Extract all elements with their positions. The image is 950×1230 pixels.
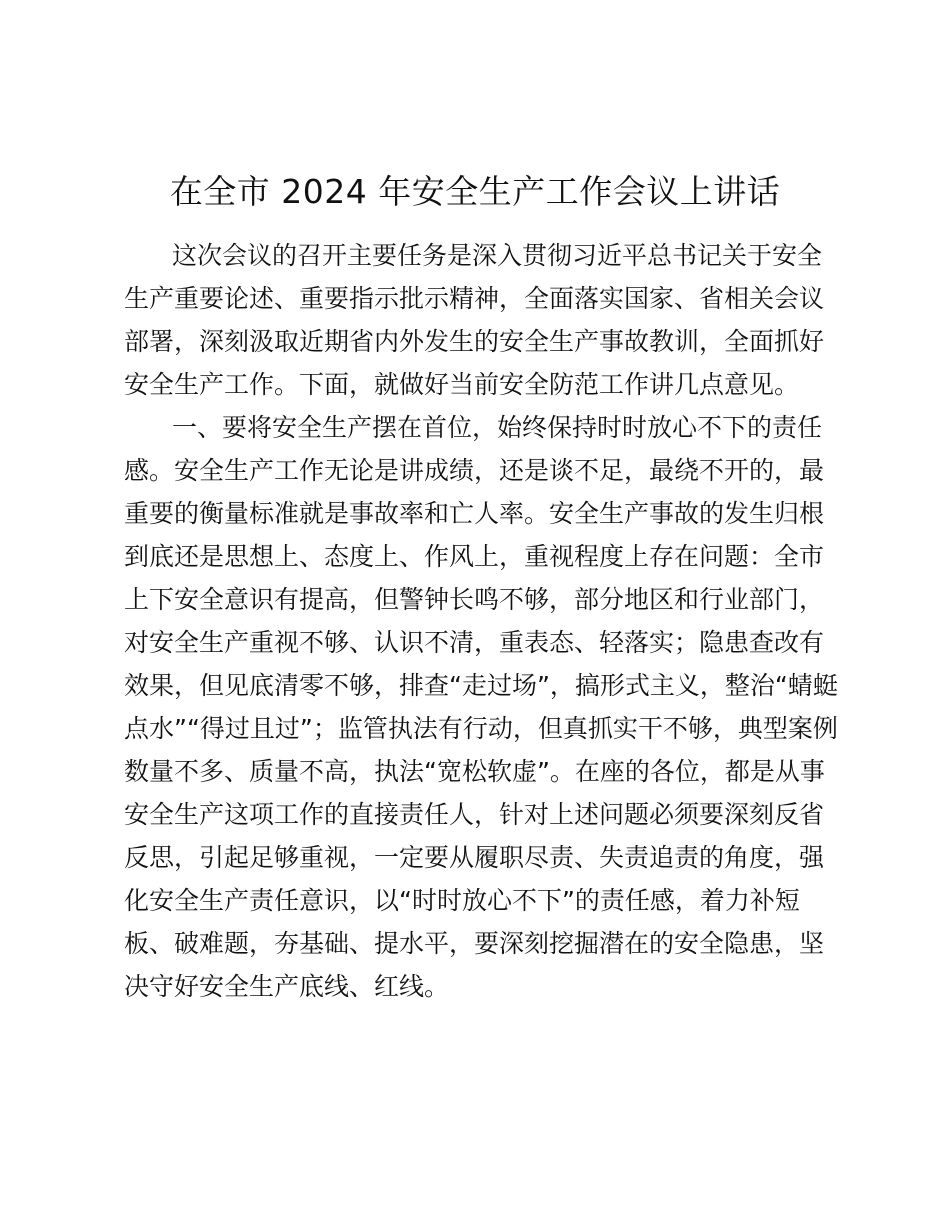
- paragraph-1-line-2: 生产重要论述、重要指示批示精神，全面落实国家、省相关会议: [124, 284, 825, 313]
- paragraph-1-line-3: 部署，深刻汲取近期省内外发生的安全生产事故教训，全面抓好: [124, 327, 825, 356]
- paragraph-2-line-7: 效果，但见底清零不够，排查“走过场”，搞形式主义，整治“蜻蜓: [124, 671, 838, 700]
- paragraph-2-line-4: 到底还是思想上、态度上、作风上，重视程度上存在问题：全市: [124, 542, 825, 571]
- paragraph-2-line-3: 重要的衡量标准就是事故率和亡人率。安全生产事故的发生归根: [124, 499, 825, 528]
- paragraph-2-line-13: 板、破难题，夯基础、提水平，要深刻挖掘潜在的安全隐患，坚: [124, 929, 825, 958]
- paragraph-2-line-5: 上下安全意识有提高，但警钟长鸣不够，部分地区和行业部门，: [124, 585, 825, 614]
- paragraph-2-line-1: 一、要将安全生产摆在首位，始终保持时时放心不下的责任: [172, 413, 823, 442]
- paragraph-2-line-2: 感。安全生产工作无论是讲成绩，还是谈不足，最绕不开的，最: [124, 456, 825, 485]
- paragraph-2-line-6: 对安全生产重视不够、认识不清，重表态、轻落实；隐患查改有: [124, 628, 825, 657]
- paragraph-2-line-10: 安全生产这项工作的直接责任人，针对上述问题必须要深刻反省: [124, 800, 825, 829]
- document-title: 在全市 2024 年安全生产工作会议上讲话: [169, 172, 781, 211]
- paragraph-2-line-14: 决守好安全生产底线、红线。: [124, 972, 450, 1001]
- paragraph-2-line-12: 化安全生产责任意识，以“时时放心不下”的责任感，着力补短: [124, 886, 800, 915]
- paragraph-1-line-1: 这次会议的召开主要任务是深入贯彻习近平总书记关于安全: [172, 241, 823, 270]
- paragraph-1-line-4: 安全生产工作。下面，就做好当前安全防范工作讲几点意见。: [124, 370, 800, 399]
- paragraph-2-line-8: 点水”“得过且过”；监管执法有行动，但真抓实干不够，典型案例: [124, 714, 838, 743]
- paragraph-2-line-11: 反思，引起足够重视，一定要从履职尽责、失责追责的角度，强: [124, 843, 825, 872]
- paragraph-2-line-9: 数量不多、质量不高，执法“宽松软虚”。在座的各位，都是从事: [124, 757, 825, 786]
